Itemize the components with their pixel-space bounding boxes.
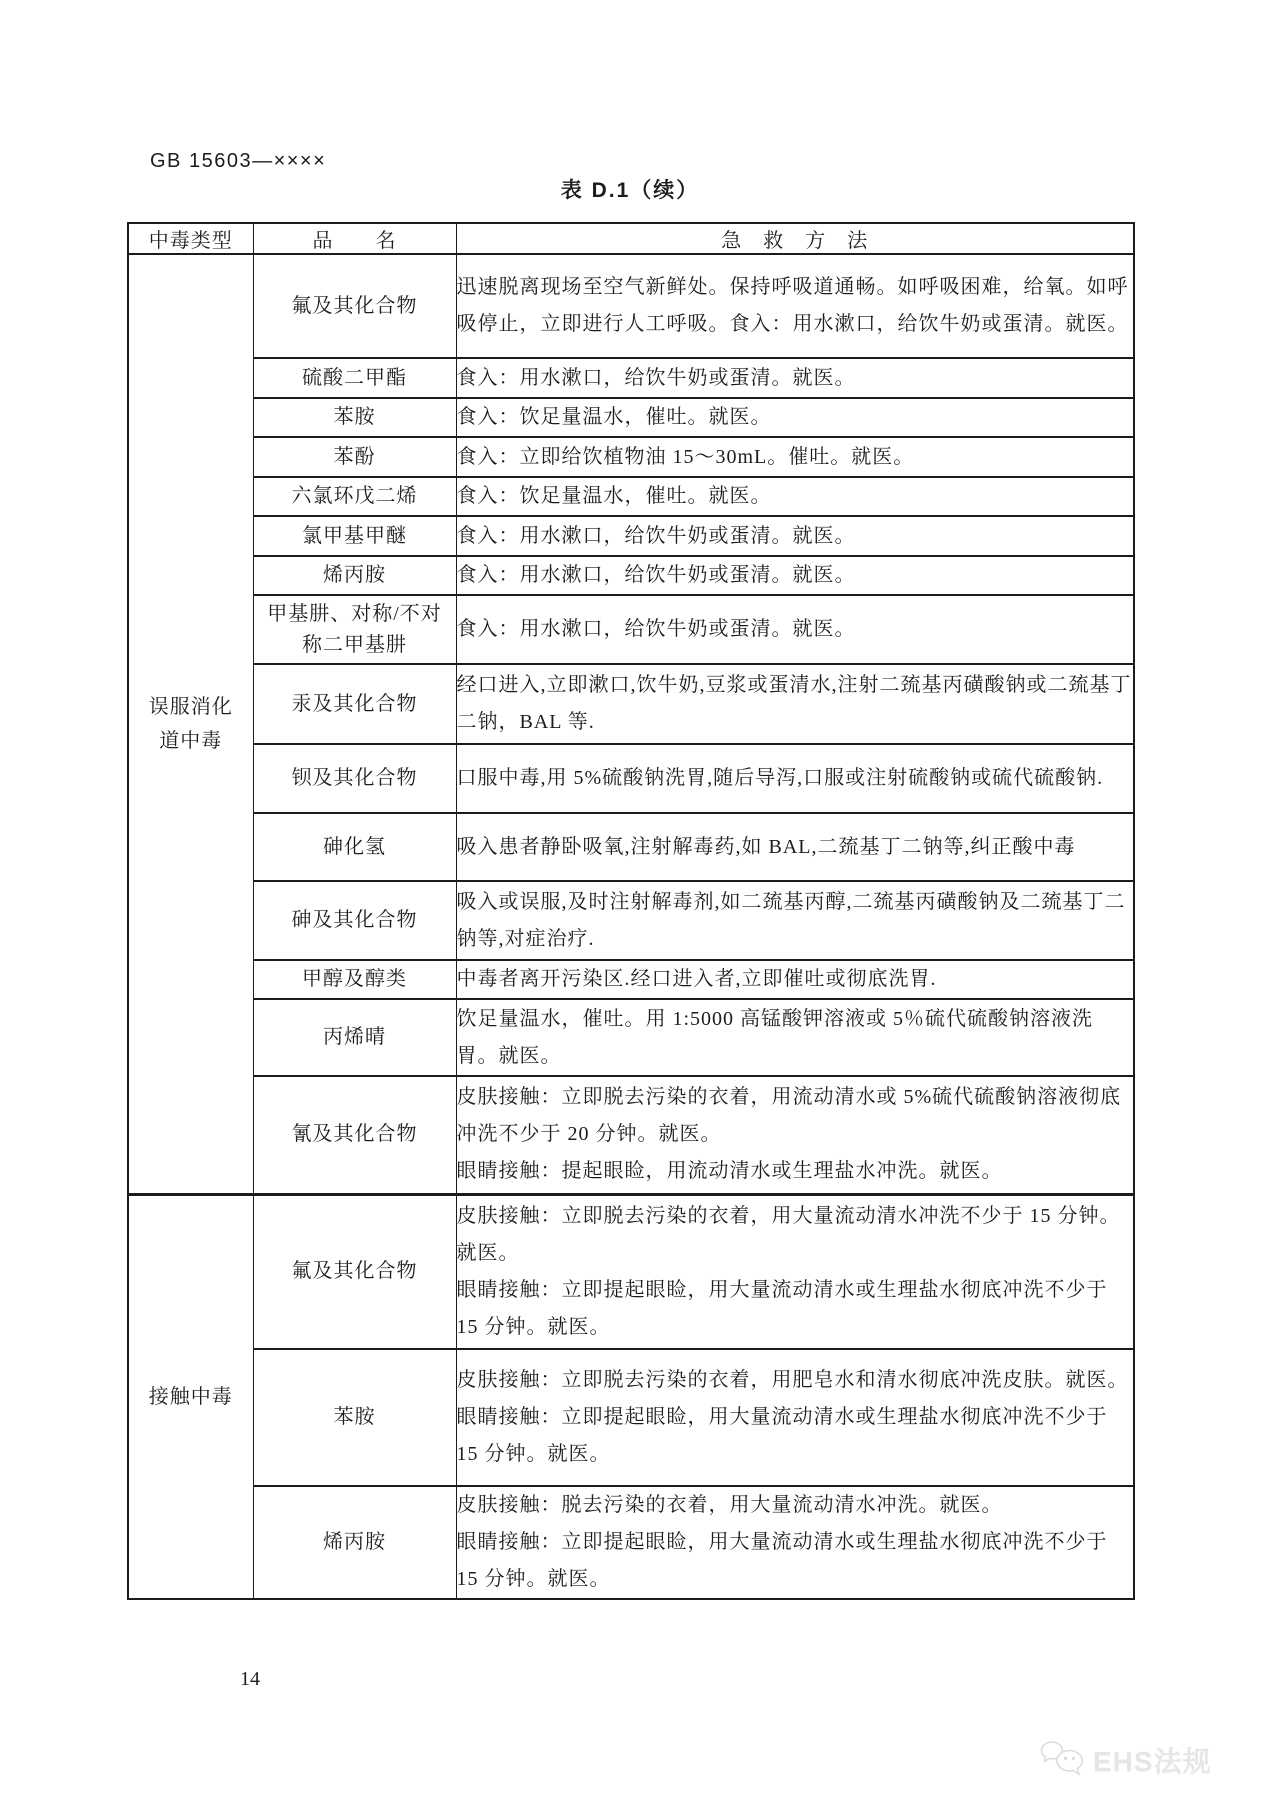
first-aid-paragraph: 食入：用水漱口，给饮牛奶或蛋清。就医。 — [456, 524, 856, 547]
poison-type-label: 误服消化道中毒 — [148, 695, 233, 752]
substance-name-cell: 钡及其化合物 — [253, 744, 456, 813]
substance-name-cell: 烯丙胺 — [253, 556, 456, 595]
wechat-icon — [1040, 1740, 1086, 1780]
first-aid-paragraph: 食入：用水漱口，给饮牛奶或蛋清。就医。 — [456, 366, 856, 389]
table-row — [128, 744, 1134, 813]
first-aid-paragraph: 皮肤接触：脱去污染的衣着，用大量流动清水冲洗。就医。 — [456, 1494, 1003, 1516]
first-aid-paragraph: 皮肤接触：立即脱去污染的衣着，用大量流动清水冲洗不少于 15 分钟。就医。 — [456, 1204, 1121, 1264]
substance-name-cell: 氰及其化合物 — [253, 1076, 456, 1194]
first-aid-cell — [456, 437, 1134, 477]
poison-type-cell — [128, 1194, 253, 1599]
first-aid-paragraph: 食入：饮足量温水，催吐。就医。 — [456, 485, 772, 507]
table-row — [128, 358, 1134, 398]
table-row — [128, 813, 1134, 881]
first-aid-cell — [456, 1076, 1134, 1194]
table-row — [128, 960, 1134, 999]
first-aid-paragraph: 皮肤接触：立即脱去污染的衣着，用肥皂水和清水彻底冲洗皮肤。就医。 — [456, 1369, 1129, 1391]
first-aid-paragraph: 吸入或误服,及时注射解毒剂,如二巯基丙醇,二巯基丙磺酸钠及二巯基丁二钠等,对症治疗. — [456, 890, 1126, 950]
table-row — [128, 881, 1134, 960]
first-aid-cell — [456, 398, 1134, 437]
poison-type-label: 接触中毒 — [148, 1385, 233, 1408]
first-aid-paragraph: 食入：饮足量温水，催吐。就医。 — [456, 406, 772, 428]
first-aid-cell — [456, 254, 1134, 358]
first-aid-paragraph: 口服中毒,用 5%硫酸钠洗胃,随后导泻,口服或注射硫酸钠或硫代硫酸钠. — [456, 767, 1104, 789]
column-header-first-aid: 急 救 方 法 — [456, 223, 1134, 254]
table-row — [128, 1076, 1134, 1194]
table-row — [128, 398, 1134, 437]
substance-name-cell: 苯酚 — [253, 437, 456, 477]
first-aid-cell — [456, 813, 1134, 881]
table-row — [128, 556, 1134, 595]
first-aid-paragraph: 食入：立即给饮植物油 15～30mL。催吐。就医。 — [456, 445, 915, 468]
table-row — [128, 1194, 1134, 1349]
table-row — [128, 664, 1134, 744]
first-aid-paragraph: 皮肤接触：立即脱去污染的衣着，用流动清水或 5%硫代硫酸钠溶液彻底冲洗不少于 20 分钟。就医。 — [456, 1086, 1122, 1146]
table-row — [128, 1486, 1134, 1599]
first-aid-cell — [456, 1486, 1134, 1599]
table-row — [128, 437, 1134, 477]
first-aid-paragraph: 经口进入,立即漱口,饮牛奶,豆浆或蛋清水,注射二巯基丙磺酸钠或二巯基丁二钠，BAL 等. — [456, 674, 1132, 733]
substance-name-cell: 硫酸二甲酯 — [253, 358, 456, 398]
first-aid-paragraph: 迅速脱离现场至空气新鲜处。保持呼吸道通畅。如呼吸困难，给氧。如呼吸停止，立即进行人工呼吸。食入：用水漱口，给饮牛奶或蛋清。就医。 — [456, 276, 1129, 335]
document-code: GB 15603—×××× — [150, 150, 327, 172]
substance-name-cell: 氟及其化合物 — [253, 254, 456, 358]
table-row — [128, 1349, 1134, 1486]
first-aid-paragraph: 中毒者离开污染区.经口进入者,立即催吐或彻底洗胃. — [456, 968, 937, 990]
table-title: 表 D.1（续） — [560, 179, 700, 202]
first-aid-paragraph: 吸入患者静卧吸氧,注射解毒药,如 BAL,二巯基丁二钠等,纠正酸中毒 — [456, 835, 1076, 858]
substance-name-cell: 砷化氢 — [253, 813, 456, 881]
first-aid-cell — [456, 358, 1134, 398]
first-aid-paragraph: 饮足量温水，催吐。用 1:5000 高锰酸钾溶液或 5％硫代硫酸钠溶液洗胃。就医。 — [456, 1007, 1094, 1067]
substance-name-cell: 苯胺 — [253, 1349, 456, 1486]
watermark-text: EHS法规 — [1093, 1746, 1212, 1777]
substance-name-cell: 氯甲基甲醚 — [253, 516, 456, 556]
table-header-row — [128, 223, 1134, 254]
table-row — [128, 516, 1134, 556]
substance-name-cell: 氟及其化合物 — [253, 1194, 456, 1349]
substance-name-cell: 苯胺 — [253, 398, 456, 437]
first-aid-cell — [456, 595, 1134, 664]
table-row — [128, 999, 1134, 1076]
column-header-substance: 品 名 — [253, 223, 456, 254]
first-aid-cell — [456, 999, 1134, 1076]
substance-name-cell: 六氯环戊二烯 — [253, 477, 456, 516]
table-row — [128, 254, 1134, 358]
first-aid-cell — [456, 960, 1134, 999]
substance-name-cell: 丙烯晴 — [253, 999, 456, 1076]
first-aid-cell — [456, 477, 1134, 516]
substance-name-cell: 砷及其化合物 — [253, 881, 456, 960]
substance-name-cell: 汞及其化合物 — [253, 664, 456, 744]
first-aid-paragraph: 眼睛接触：提起眼睑，用流动清水或生理盐水冲洗。就医。 — [456, 1160, 1003, 1183]
first-aid-cell — [456, 1349, 1134, 1486]
first-aid-cell — [456, 1194, 1134, 1349]
first-aid-paragraph: 食入：用水漱口，给饮牛奶或蛋清。就医。 — [456, 564, 856, 586]
first-aid-paragraph: 眼睛接触：立即提起眼睑，用大量流动清水或生理盐水彻底冲洗不少于 15 分钟。就医。 — [456, 1406, 1108, 1465]
first-aid-paragraph: 眼睛接触：立即提起眼睑，用大量流动清水或生理盐水彻底冲洗不少于 15 分钟。就医。 — [456, 1531, 1108, 1590]
first-aid-paragraph: 食入：用水漱口，给饮牛奶或蛋清。就医。 — [456, 618, 856, 640]
table-row — [128, 477, 1134, 516]
first-aid-cell — [456, 664, 1134, 744]
first-aid-paragraph: 眼睛接触：立即提起眼睑，用大量流动清水或生理盐水彻底冲洗不少于 15 分钟。就医。 — [456, 1278, 1108, 1338]
first-aid-cell — [456, 556, 1134, 595]
table-row — [128, 595, 1134, 664]
first-aid-table — [127, 222, 1135, 1600]
first-aid-cell — [456, 881, 1134, 960]
first-aid-cell — [456, 516, 1134, 556]
substance-name-cell: 烯丙胺 — [253, 1486, 456, 1599]
substance-name-cell: 甲基肼、对称/不对称二甲基肼 — [253, 595, 456, 664]
column-header-poison-type: 中毒类型 — [128, 223, 253, 254]
substance-name-cell: 甲醇及醇类 — [253, 960, 456, 999]
first-aid-cell — [456, 744, 1134, 813]
page-number: 14 — [240, 1668, 260, 1690]
poison-type-cell — [128, 254, 253, 1194]
watermark — [1040, 1740, 1212, 1780]
